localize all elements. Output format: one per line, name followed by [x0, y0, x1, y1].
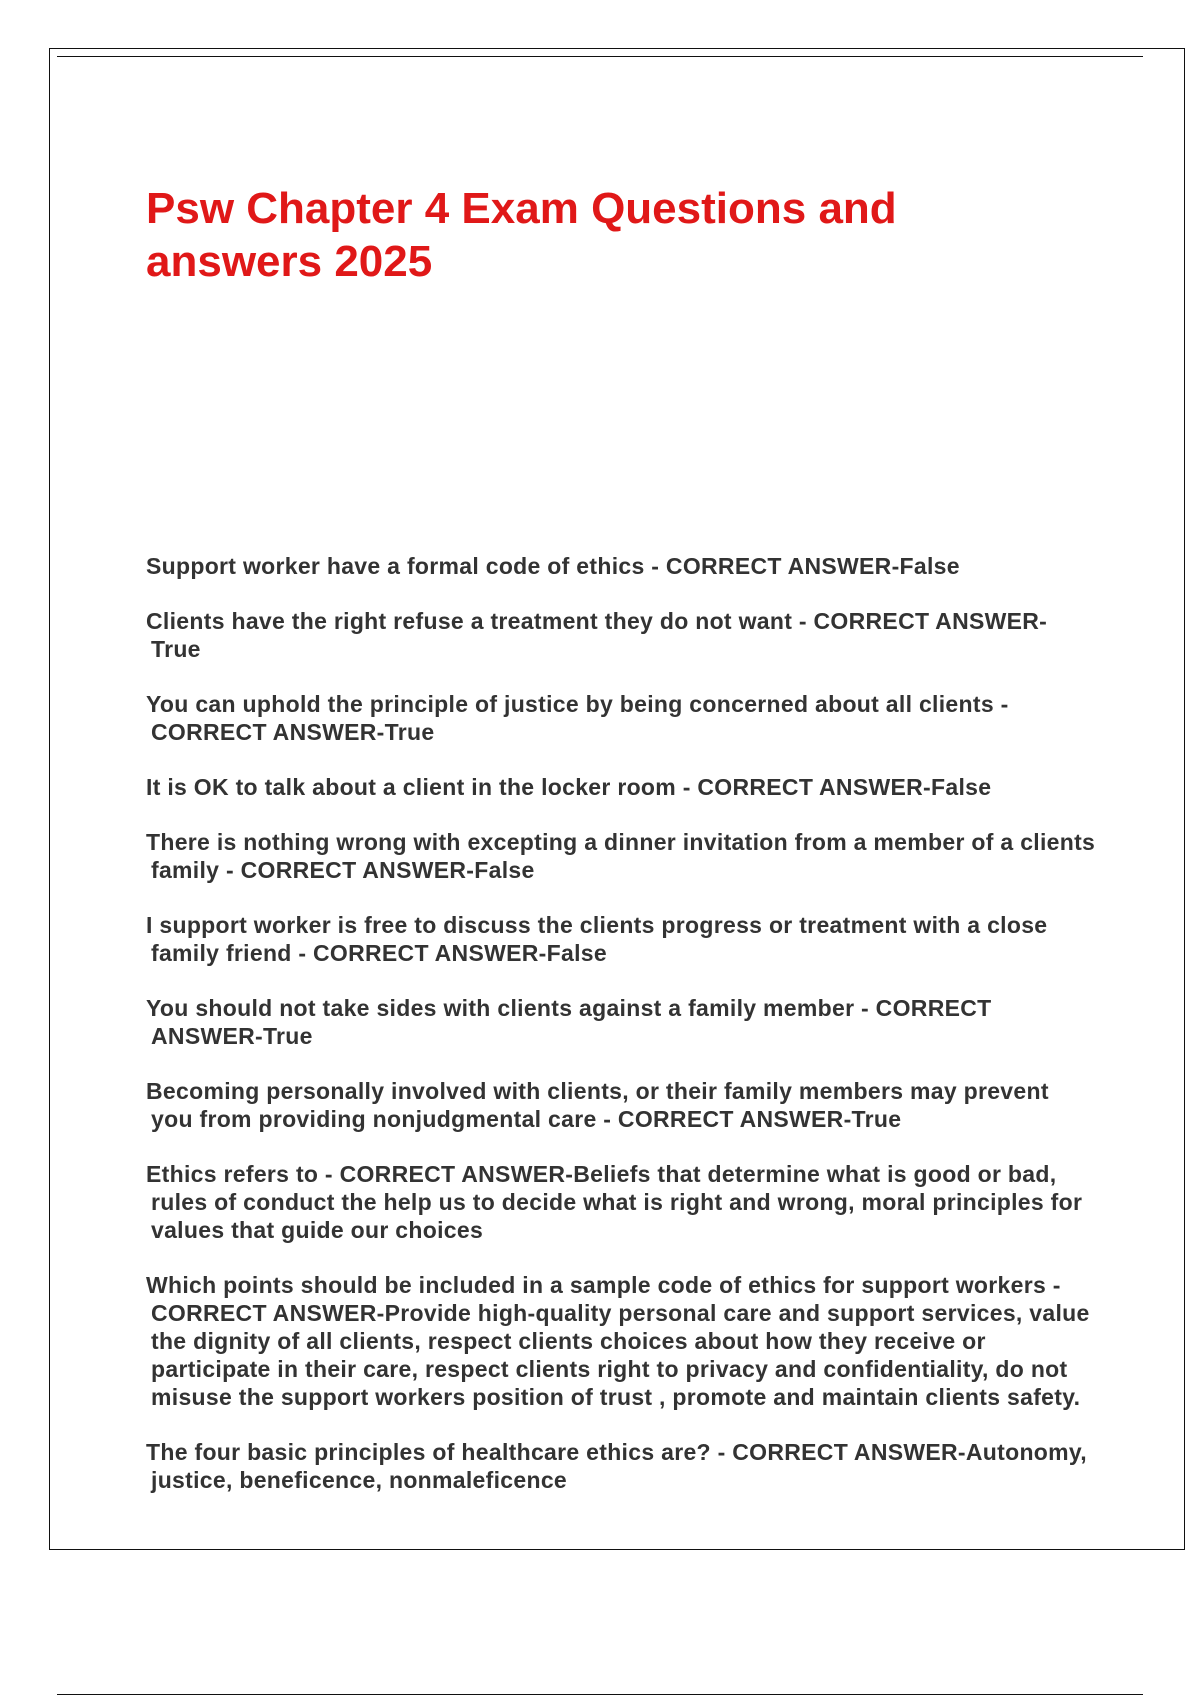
qa-item: You should not take sides with clients against a family member - CORRECT ANSWER-True [146, 995, 992, 1049]
qa-item: Becoming personally involved with clients, or their family members may prevent you from providing nonjudgmental care - CORRECT ANSWER-True [146, 1078, 1049, 1132]
qa-item: You can uphold the principle of justice by being concerned about all clients - CORRECT ANSWER-True [146, 691, 1009, 745]
qa-item: Which points should be included in a sample code of ethics for support workers - CORRECT ANSWER-Provide high-quality personal care and support services, value the dignity of all clients, respect clients choices about how they receive or participate in their care, respect clients right to privacy and confidentiality, do not misuse the support workers position of trust , promote and maintain clients safety. [146, 1272, 1090, 1410]
qa-item: There is nothing wrong with excepting a dinner invitation from a member of a clients family - CORRECT ANSWER-False [146, 829, 1096, 883]
qa-item: It is OK to talk about a client in the locker room - CORRECT ANSWER-False [146, 774, 992, 800]
qa-item: Clients have the right refuse a treatment they do not want - CORRECT ANSWER-True [146, 608, 1048, 662]
document-title: Psw Chapter 4 Exam Questions and answers 2025 [146, 184, 897, 286]
qa-list [146, 552, 1096, 1521]
qa-item: The four basic principles of healthcare ethics are? - CORRECT ANSWER-Autonomy, justice, beneficence, nonmaleficence [146, 1439, 1087, 1493]
bottom-rule [57, 1694, 1143, 1695]
qa-item: Ethics refers to - CORRECT ANSWER-Beliefs that determine what is good or bad, rules of conduct the help us to decide what is right and wrong, moral principles for values that guide our choices [146, 1161, 1083, 1243]
qa-item: Support worker have a formal code of ethics - CORRECT ANSWER-False [146, 553, 960, 579]
qa-item: I support worker is free to discuss the clients progress or treatment with a close family friend - CORRECT ANSWER-False [146, 912, 1048, 966]
